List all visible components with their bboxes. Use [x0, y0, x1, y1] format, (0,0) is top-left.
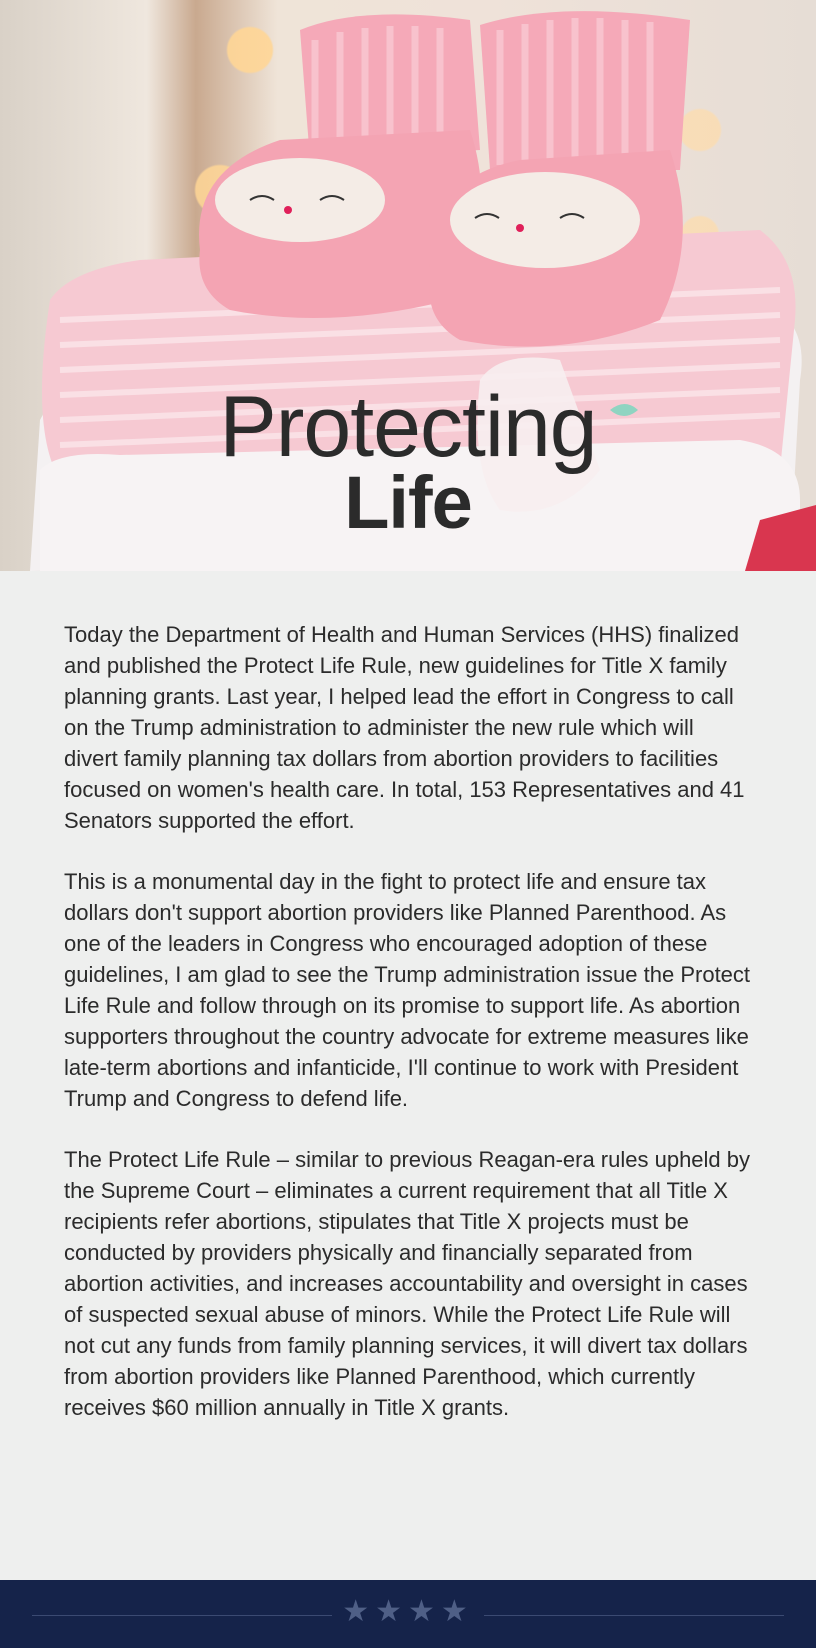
article-body: [0, 571, 816, 1423]
hero-title-line1: Protecting: [219, 379, 597, 475]
hero-title-line2: Life: [344, 461, 472, 544]
star-icon: ★★★★: [342, 1595, 474, 1628]
paragraph-2: This is a monumental day in the fight to protect life and ensure tax dollars don't support abortion providers like Planned Parenthood. As one of the leaders in Congress who encouraged adoption of these guidelines, I am glad to see the Trump administration issue the Protect Life Rule and follow through on its promise to support life. As abortion supporters throughout the country advocate for extreme measures like late-term abortions and infanticide, I'll continue to work with President Trump and Congress to defend life.: [64, 869, 751, 1111]
footer-bar: [0, 1580, 816, 1648]
hero-banner: [0, 0, 816, 571]
paragraph-1: Today the Department of Health and Human Services (HHS) finalized and published the Protect Life Rule, new guidelines for Title X family planning grants. Last year, I helped lead the effort in Congress to call on the Trump administration to administer the new rule which will divert family planning tax dollars from abortion providers to facilities focused on women's health care. In total, 153 Representatives and 41 Senators supported the effort.: [64, 622, 745, 833]
paragraph-3: The Protect Life Rule – similar to previous Reagan-era rules upheld by the Supreme Court – eliminates a current requirement that all Title X recipients refer abortions, stipulates that Title X projects must be conducted by providers physically and financially separated from abortion activities, and increases accountability and oversight in cases of suspected sexual abuse of minors. While the Protect Life Rule will not cut any funds from family planning services, it will divert tax dollars from abortion providers like Planned Parenthood, which currently receives $60 million annually in Title X grants.: [64, 1147, 751, 1420]
